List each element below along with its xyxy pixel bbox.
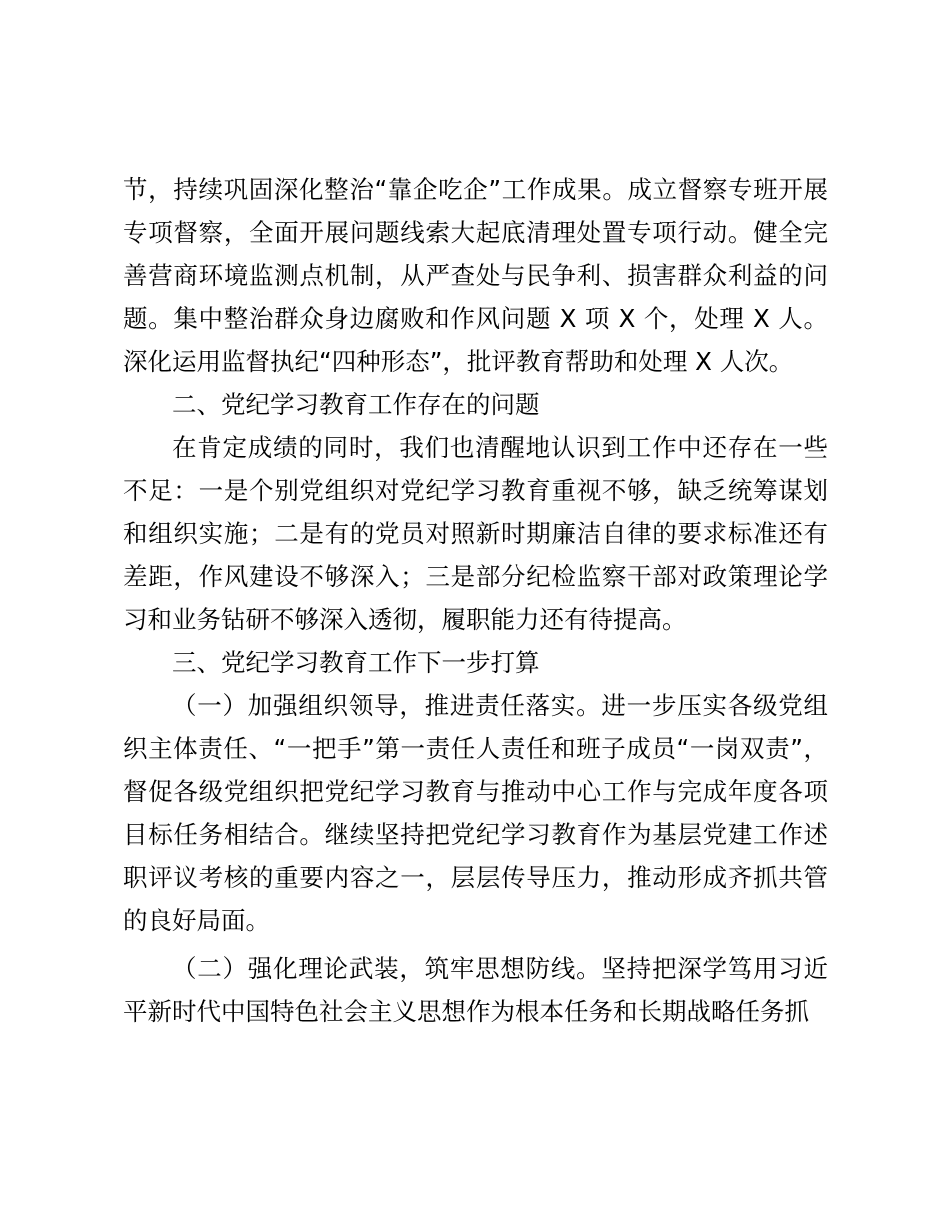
section-heading-problems: 二、党纪学习教育工作存在的问题	[172, 390, 540, 419]
paragraph-problems: 在肯定成绩的同时，我们也清醒地认识到工作中还存在一些不足：一是个别党组织对党纪学习教育重视不够，缺乏统筹谋划和组织实施；二是有的党员对照新时期廉洁自律的要求标准还有差距，作风建设不够深入；三是部分纪检监察干部对政策理论学习和业务钻研不够深入透彻，履职能力还有待提高。	[123, 433, 828, 634]
document-body	[123, 168, 828, 1033]
paragraph-theory-armament: （二）强化理论武装，筑牢思想防线。坚持把深学笃用习近平新时代中国特色社会主义思想作为根本任务和长期战略任务抓	[123, 954, 828, 1026]
section-heading-next-steps: 三、党纪学习教育工作下一步打算	[172, 648, 540, 677]
paragraph-organization-leadership: （一）加强组织领导，推进责任落实。进一步压实各级党组织主体责任、“一把手”第一责任人责任和班子成员“一岗双责”，督促各级党组织把党纪学习教育与推动中心工作与完成年度各项目标任务相结合。继续坚持把党纪学习教育作为基层党建工作述职评议考核的重要内容之一，层层传导压力，推动形成齐抓共管的良好局面。	[123, 691, 828, 935]
paragraph-continuation: 节，持续巩固深化整治“靠企吃企”工作成果。成立督察专班开展专项督察，全面开展问题线索大起底清理处置专项行动。健全完善营商环境监测点机制，从严查处与民争利、损害群众利益的问题。集中整治群众身边腐败和作风问题 X 项 X 个，处理 X 人。深化运用监督执纪“四种形态”，批评教育帮助和处理 X 人次。	[123, 175, 828, 376]
